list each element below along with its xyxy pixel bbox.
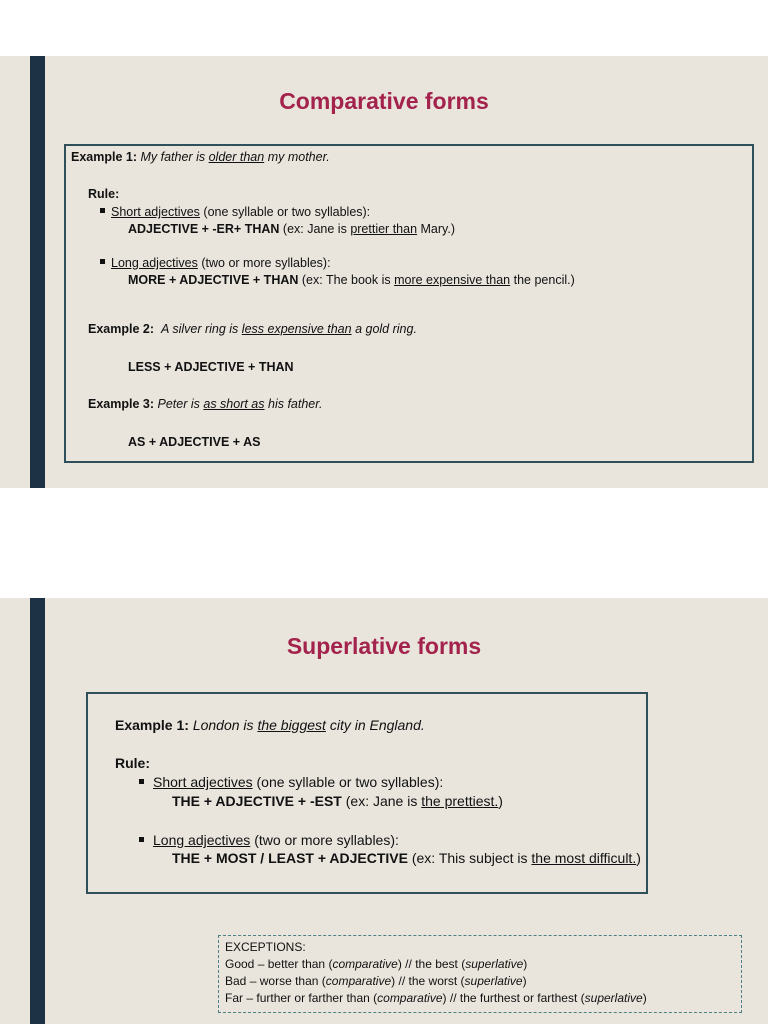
- comp-short-formula: ADJECTIVE + -ER+ THAN (ex: Jane is prettier than Mary.): [128, 222, 456, 236]
- bullet-icon: [139, 779, 144, 784]
- slide-accent-bar: [30, 56, 45, 488]
- comp-rule-label: Rule:: [88, 187, 120, 201]
- comparative-title: Comparative forms: [279, 88, 489, 114]
- sup-short-formula: THE + ADJECTIVE + -EST (ex: Jane is the prettiest.): [172, 793, 503, 809]
- comp-example-2: Example 2: A silver ring is less expensive than a gold ring.: [88, 322, 417, 336]
- slide-accent-bar: [30, 598, 45, 1024]
- comp-example-3: Example 3: Peter is as short as his father.: [88, 397, 323, 411]
- exceptions-heading: EXCEPTIONS:: [225, 940, 306, 954]
- comp-short-adjectives: Short adjectives (one syllable or two syllables):: [100, 205, 370, 219]
- exception-good: Good – better than (comparative) // the best (superlative): [225, 957, 528, 971]
- exception-bad: Bad – worse than (comparative) // the worst (superlative): [225, 974, 527, 988]
- bullet-icon: [100, 208, 105, 213]
- sup-rule-label: Rule:: [115, 755, 150, 771]
- bullet-icon: [139, 837, 144, 842]
- exception-far: Far – further or farther than (comparative) // the furthest or farthest (superlative): [225, 991, 647, 1005]
- comparative-slide: [0, 56, 768, 488]
- bullet-icon: [100, 259, 105, 264]
- sup-long-formula: THE + MOST / LEAST + ADJECTIVE (ex: This subject is the most difficult.): [172, 850, 641, 866]
- comp-long-formula: MORE + ADJECTIVE + THAN (ex: The book is more expensive than the pencil.): [128, 273, 575, 287]
- comp-formula-3: AS + ADJECTIVE + AS: [128, 435, 261, 449]
- comp-example-1: Example 1: My father is older than my mother.: [71, 150, 330, 164]
- sup-long-adjectives: Long adjectives (two or more syllables):: [139, 832, 399, 848]
- exceptions-box: [218, 935, 742, 1013]
- comp-formula-2: LESS + ADJECTIVE + THAN: [128, 360, 294, 374]
- comp-long-adjectives: Long adjectives (two or more syllables):: [100, 256, 331, 270]
- superlative-title: Superlative forms: [286, 633, 482, 659]
- sup-example-1: Example 1: London is the biggest city in England.: [115, 717, 425, 733]
- comparative-box: [64, 144, 754, 463]
- sup-short-adjectives: Short adjectives (one syllable or two syllables):: [139, 774, 443, 790]
